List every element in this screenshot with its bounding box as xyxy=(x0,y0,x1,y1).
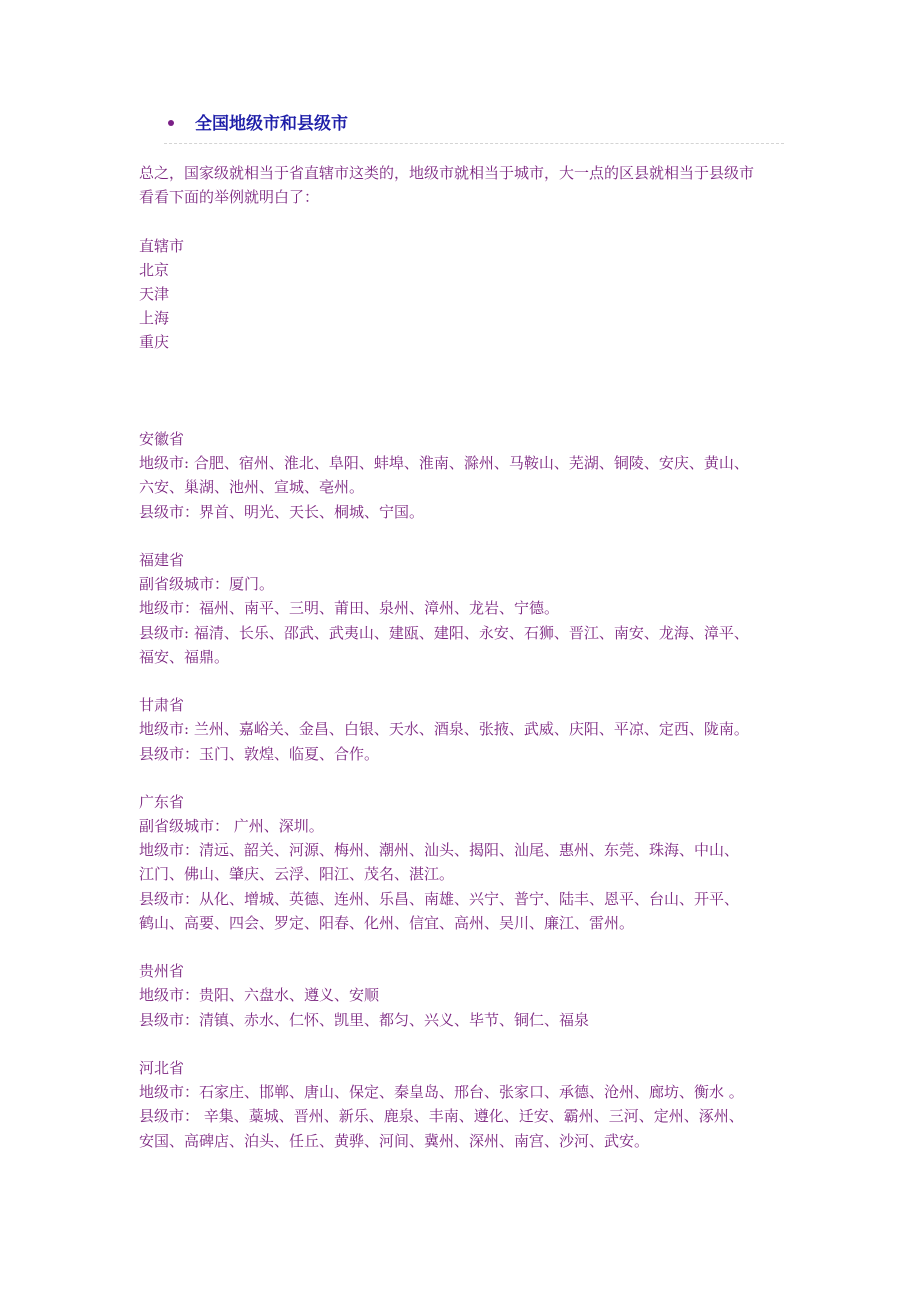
province-line: 江门、佛山、肇庆、云浮、阳江、茂名、湛江。 xyxy=(139,865,455,884)
province-line: 地级市：石家庄、邯郸、唐山、保定、秦皇岛、邢台、张家口、承德、沧州、廊坊、衡水 。 xyxy=(139,1083,744,1102)
province-line: 县级市：清镇、赤水、仁怀、凯里、都匀、兴义、毕节、铜仁、福泉 xyxy=(139,1010,590,1029)
province-line: 地级市：福州、南平、三明、莆田、泉州、漳州、龙岩、宁德。 xyxy=(139,599,560,618)
province-name: 甘肃省 xyxy=(139,696,185,715)
document-body xyxy=(139,161,789,1153)
province-line: 六安、巢湖、池州、宣城、亳州。 xyxy=(139,478,365,497)
province-name: 广东省 xyxy=(139,792,185,811)
municipalities-heading: 直辖市 xyxy=(139,236,185,255)
province-line: 地级市: 兰州、嘉峪关、金昌、白银、天水、酒泉、张掖、武威、庆阳、平凉、定西、陇南。 xyxy=(139,720,749,739)
municipality-item: 重庆 xyxy=(139,333,170,352)
municipality-item: 上海 xyxy=(139,309,170,328)
province-line: 县级市：从化、增城、英德、连州、乐昌、南雄、兴宁、普宁、陆丰、恩平、台山、开平、 xyxy=(139,889,740,908)
province-line: 县级市： 辛集、藁城、晋州、新乐、鹿泉、丰南、遵化、迁安、霸州、三河、定州、涿州、 xyxy=(139,1107,744,1126)
province-name: 贵州省 xyxy=(139,962,185,981)
province-name: 安徽省 xyxy=(139,430,185,449)
province-line: 福安、福鼎。 xyxy=(139,647,230,666)
province-name: 河北省 xyxy=(139,1058,185,1077)
province-line: 县级市：玉门、敦煌、临夏、合作。 xyxy=(139,744,380,763)
municipality-item: 天津 xyxy=(139,284,170,303)
municipality-item: 北京 xyxy=(139,260,170,279)
intro-line-2: 看看下面的举例就明白了： xyxy=(139,188,320,207)
province-line: 县级市：界首、明光、天长、桐城、宁国。 xyxy=(139,502,425,521)
title-row xyxy=(164,113,784,144)
intro-line-1: 总之，国家级就相当于省直辖市这类的，地级市就相当于城市，大一点的区县就相当于县级市 xyxy=(139,164,755,182)
province-line: 安国、高碑店、泊头、任丘、黄骅、河间、冀州、深州、南宫、沙河、武安。 xyxy=(139,1131,650,1150)
province-line: 地级市: 合肥、宿州、淮北、阜阳、蚌埠、淮南、滁州、马鞍山、芜湖、铜陵、安庆、黄山、 xyxy=(139,454,749,473)
province-line: 副省级城市：厦门。 xyxy=(139,575,275,594)
page-title[interactable]: 全国地级市和县级市 xyxy=(195,114,348,134)
province-line: 副省级城市： 广州、深圳。 xyxy=(139,817,324,836)
province-line: 地级市：清远、韶关、河源、梅州、潮州、汕头、揭阳、汕尾、惠州、东莞、珠海、中山、 xyxy=(139,841,740,860)
province-line: 县级市: 福清、长乐、邵武、武夷山、建瓯、建阳、永安、石狮、晋江、南安、龙海、漳平、 xyxy=(139,623,749,642)
province-line: 地级市：贵阳、六盘水、遵义、安顺 xyxy=(139,986,380,1005)
province-name: 福建省 xyxy=(139,551,185,570)
province-line: 鹤山、高要、四会、罗定、阳春、化州、信宜、高州、吴川、廉江、雷州。 xyxy=(139,913,635,932)
bullet-icon xyxy=(168,120,174,126)
